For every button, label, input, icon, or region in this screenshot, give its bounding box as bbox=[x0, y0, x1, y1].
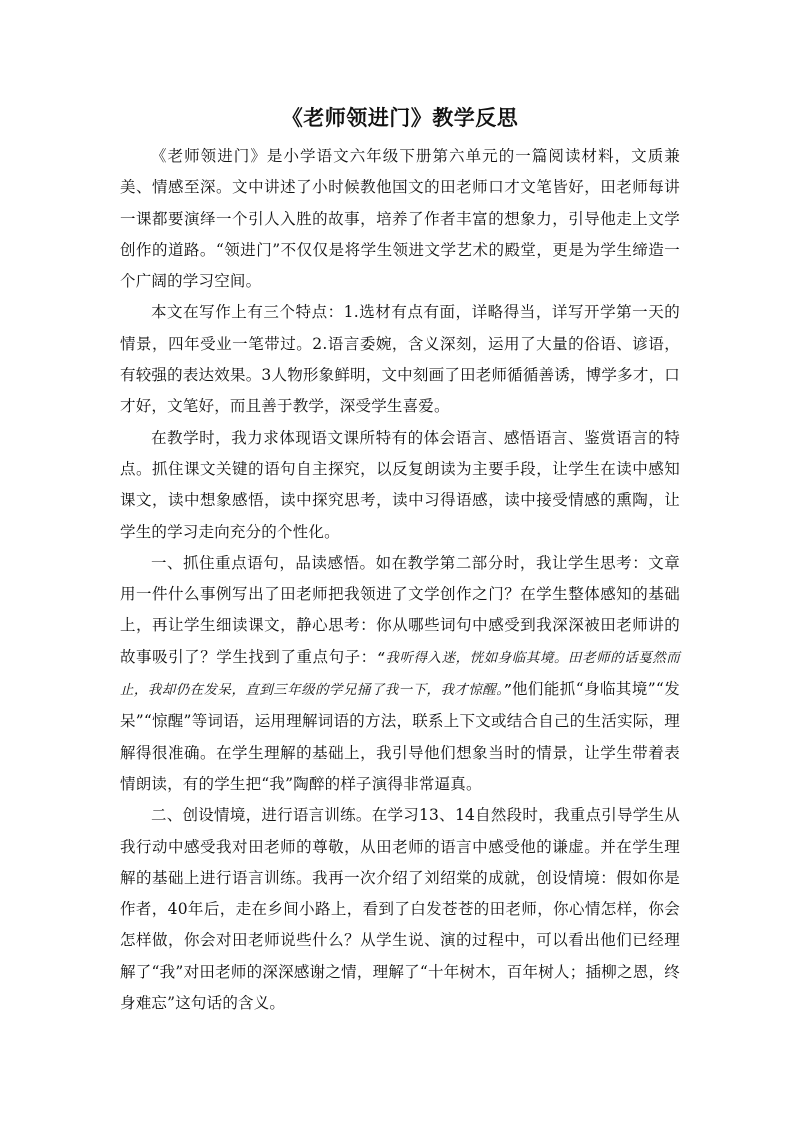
paragraph-intro: 《老师领进门》是小学语文六年级下册第六单元的一篇阅读材料，文质兼美、情感至深。文中讲述了小时候教他国文的田老师口才文笔皆好，田老师每讲一课都要演绎一个引人入胜的故事，培养了作者丰富的想象力，引导他走上文学创作的道路。“领进门”不仅仅是将学生领进文学艺术的殿堂，更是为学生缔造一个广阔的学习空间。 bbox=[120, 147, 680, 291]
document-page bbox=[120, 96, 680, 1019]
document-title: 《老师领进门》教学反思 bbox=[281, 106, 519, 130]
paragraph-method: 在教学时，我力求体现语文课所特有的体会语言、感悟语言、鉴赏语言的特点。抓住课文关键的语句自主探究，以反复朗读为主要手段，让学生在读中感知课文，读中想象感悟，读中探究思考，读中习得语感，读中接受情感的熏陶，让学生的学习走向充分的个性化。 bbox=[120, 428, 680, 541]
point-one-text-after: 他们能抓“身临其境”“发呆”“惊醒”等词语，运用理解词语的方法，联系上下文或结合自己的生活实际，理解得很准确。在学生理解的基础上，我引导他们想象当时的情景，让学生带着表情朗读，有的学生把“我”陶醉的样子演得非常逼真。 bbox=[120, 680, 680, 793]
paragraph-features: 本文在写作上有三个特点：1.选材有点有面，详略得当，详写开学第一天的情景，四年受业一笔带过。2.语言委婉，含义深刻，运用了大量的俗语、谚语，有较强的表达效果。3人物形象鲜明，文中刻画了田老师循循善诱，博学多才，口才好，文笔好，而且善于教学，深受学生喜爱。 bbox=[120, 303, 680, 416]
paragraph-point-one bbox=[120, 548, 680, 800]
point-one-text-before: 一、抓住重点语句，品读感悟。如在教学第二部分时，我让学生思考：文章用一件什么事例写出了田老师把我领进了文学创作之门？在学生整体感知的基础上，再让学生细读课文，静心思考：你从哪些词句中感受到我深深被田老师讲的故事吸引了？学生找到了重点句子： bbox=[120, 553, 680, 666]
quoted-sentence: “我听得入迷，恍如身临其境。田老师的话戛然而止，我却仍在发呆，直到三年级的学兄捅了我一下，我才惊醒。” bbox=[120, 649, 681, 699]
paragraph-point-two: 二、创设情境，进行语言训练。在学习13、14自然段时，我重点引导学生从我行动中感受我对田老师的尊敬，从田老师的语言中感受他的谦虚。并在学生理解的基础上进行语言训练。我再一次介绍了刘绍棠的成就，创设情境：假如你是作者，40年后，走在乡间小路上，看到了白发苍苍的田老师，你心情怎样，你会怎样做，你会对田老师说些什么？从学生说、演的过程中，可以看出他们已经理解了“我”对田老师的深深感谢之情，理解了“十年树木，百年树人；插柳之恩，终身难忘”这句话的含义。 bbox=[120, 806, 680, 1013]
